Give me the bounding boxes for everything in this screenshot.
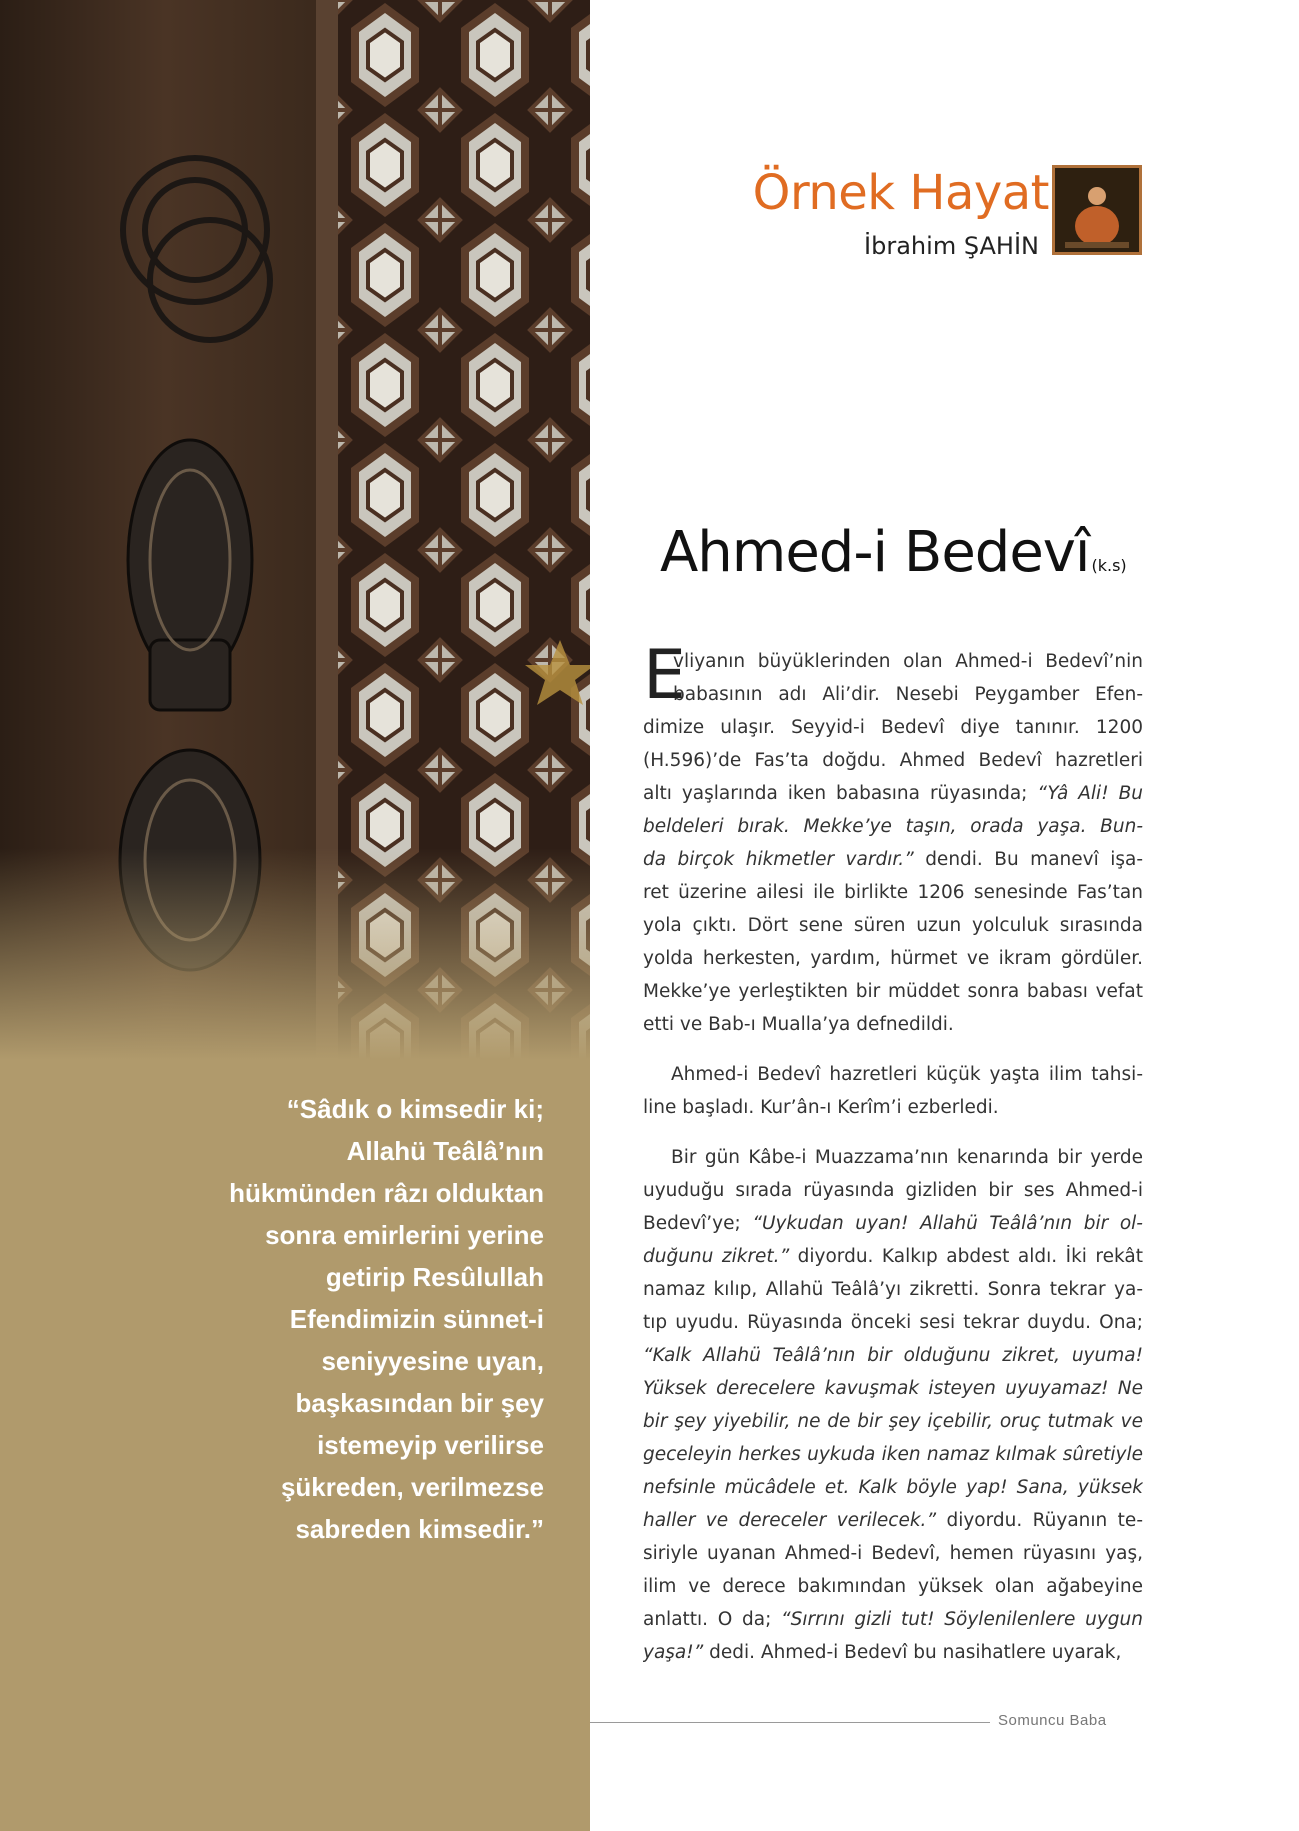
section-title: Örnek Hayat [752,165,1049,221]
praying-figure-thumbnail [1052,165,1142,255]
article-title-text: Ahmed-i Bedevî [660,520,1090,585]
body-line [643,1339,1143,1372]
italic-quote-text: beldeleri bırak. Mekke’ye taşın, orada yaşa. Bun- [643,816,1143,837]
body-text: dendi. Bu manevî işa- [913,849,1143,870]
body-line [643,1091,1143,1124]
body-line [643,942,1143,975]
quote-line: istemeyip verilirse [317,1430,544,1460]
body-text: line başladı. Kur’ân-ı Kerîm’i ezberledi. [643,1097,999,1118]
body-text: tıp uyudu. Rüyasında önceki sesi tekrar duydu. Ona; [643,1312,1143,1333]
body-line [643,1306,1143,1339]
italic-quote-text: “Yâ Ali! Bu [1037,783,1143,804]
italic-quote-text: “Uykudan uyan! Allahü Teâlâ’nın bir ol- [752,1213,1143,1234]
body-line [643,645,1143,678]
footer-publication: Somuncu Baba [998,1712,1107,1729]
italic-quote-text: bir şey yiyebilir, ne de bir şey içebilir, oruç tutmak ve [643,1411,1143,1432]
body-line [643,1141,1143,1174]
body-text: siriyle uyanan Ahmed-i Bedevî, hemen rüyasını yaş, [643,1543,1143,1564]
body-text: diyordu. Kalkıp abdest aldı. İki rekât [789,1246,1143,1267]
quote-line: başkasından bir şey [295,1388,544,1418]
body-line [643,1471,1143,1504]
quote-line: seniyyesine uyan, [321,1346,544,1376]
body-line [643,975,1143,1008]
quote-line: “Sâdık o kimsedir ki; [286,1094,544,1124]
author-name: İbrahim ŞAHİN [864,232,1039,260]
italic-quote-text: duğunu zikret.” [643,1246,790,1267]
body-text: altı yaşlarında iken babasına rüyasında; [643,783,1038,804]
body-text: uyuduğu sırada rüyasında gizliden bir ses Ahmed-i [643,1180,1143,1201]
quote-line: getirip Resûlullah [325,1262,544,1292]
body-text: namaz kılıp, Allahü Teâlâ’yı zikretti. Sonra tekrar ya- [643,1279,1143,1300]
body-text: Mekke’ye yerleştikten bir müddet sonra babası vefat [643,981,1143,1002]
footer-rule [590,1722,990,1723]
ornamental-door-photo [0,0,590,1060]
body-line [643,810,1143,843]
body-line [643,1438,1143,1471]
quote-line: Efendimizin sünnet-i [289,1304,544,1334]
italic-quote-text: yaşa!” [643,1642,704,1663]
quote-line: Allahü Teâlâ’nın [346,1136,544,1166]
body-line [643,843,1143,876]
body-text: yola çıktı. Dört sene süren uzun yolculuk sırasında [643,915,1143,936]
italic-quote-text: da birçok hikmetler vardır.” [643,849,914,870]
body-text: Bedevî’ye; [643,1213,753,1234]
pull-quote [144,1088,544,1550]
italic-quote-text: “Kalk Allahü Teâlâ’nın bir olduğunu zikret, uyuma! [643,1345,1143,1366]
body-text: anlattı. O da; [643,1609,782,1630]
body-line [643,678,1143,711]
quote-line: sabreden kimsedir.” [295,1514,544,1544]
article-body [643,636,1143,1669]
italic-quote-text: haller ve dereceler verilecek.” [643,1510,937,1531]
paragraph-gap [643,1041,1143,1058]
body-line [643,777,1143,810]
body-line [643,1603,1143,1636]
body-text: yolda herkesten, yardım, hürmet ve ikram gördüler. [643,948,1143,969]
body-text: etti ve Bab-ı Mualla’ya defnedildi. [643,1014,954,1035]
body-line [643,744,1143,777]
body-line [643,1273,1143,1306]
italic-quote-text: Yüksek derecelere kavuşmak isteyen uyuyamaz! Ne [643,1378,1143,1399]
body-line [643,909,1143,942]
body-line [643,1537,1143,1570]
body-text: vliyanın büyüklerinden olan Ahmed-i Bedevî’nin [673,651,1143,672]
body-text: (H.596)’de Fas’ta doğdu. Ahmed Bedevî hazretleri [643,750,1143,771]
drop-cap: E [643,636,686,715]
quote-line: şükreden, verilmezse [280,1472,544,1502]
body-line [643,1504,1143,1537]
body-text: Bir gün Kâbe-i Muazzama’nın kenarında bir yerde [671,1147,1143,1168]
body-line [643,1372,1143,1405]
italic-quote-text: geceleyin herkes uykuda iken namaz kılmak sûretiyle [643,1444,1143,1465]
body-line [643,1174,1143,1207]
paragraph-gap [643,1124,1143,1141]
body-line [643,1636,1143,1669]
italic-quote-text: nefsinle mücâdele et. Kalk böyle yap! Sana, yüksek [643,1477,1143,1498]
body-line [643,1058,1143,1091]
body-line [643,711,1143,744]
quote-line: sonra emirlerini yerine [265,1220,544,1250]
body-text: babasının adı Ali’dir. Nesebi Peygamber Efen- [673,684,1143,705]
body-text: dedi. Ahmed-i Bedevî bu nasihatlere uyarak, [703,1642,1122,1663]
body-text: ilim ve derece bakımından yüksek olan ağabeyine [643,1576,1143,1597]
body-line [643,876,1143,909]
body-line [643,1240,1143,1273]
body-text: diyordu. Rüyanın te- [936,1510,1143,1531]
body-line [643,1008,1143,1041]
body-line [643,1405,1143,1438]
left-image-panel [0,0,590,1831]
body-line [643,1207,1143,1240]
body-line [643,1570,1143,1603]
quote-line: hükmünden râzı olduktan [229,1178,544,1208]
body-text: dimize ulaşır. Seyyid-i Bedevî diye tanınır. 1200 [643,717,1143,738]
body-text: ret üzerine ailesi ile birlikte 1206 senesinde Fas’tan [643,882,1143,903]
title-honorific: (k.s) [1091,556,1127,575]
article-title [660,518,1127,601]
italic-quote-text: “Sırrını gizli tut! Söylenilenlere uygun [781,1609,1143,1630]
body-text: Ahmed-i Bedevî hazretleri küçük yaşta ilim tahsi- [671,1064,1143,1085]
